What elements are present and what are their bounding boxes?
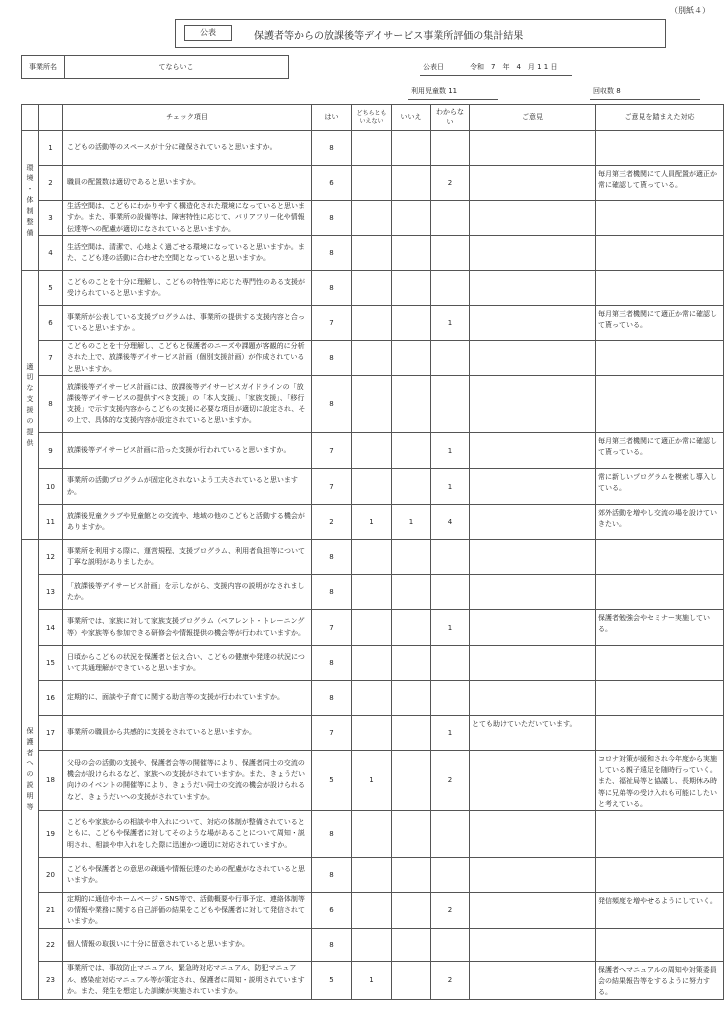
date-value: 令和 7 年 4 月 1 1 日 (470, 63, 558, 71)
opinion-text (470, 166, 596, 201)
opinion-text (470, 236, 596, 271)
answer-unknown (431, 928, 470, 961)
table-row (22, 857, 724, 892)
response-text (596, 540, 724, 575)
opinion-text (470, 751, 596, 811)
answer-yes: 8 (312, 201, 352, 236)
response-text (596, 646, 724, 681)
response-text (596, 928, 724, 961)
answer-neutral: 1 (352, 961, 392, 999)
row-number: 18 (39, 751, 63, 811)
header-yes: はい (312, 105, 352, 131)
answer-unknown (431, 646, 470, 681)
check-item-text: 「放課後等デイサービス計画」を示しながら、支援内容の説明がなされましたか。 (63, 575, 312, 610)
check-item-text: 事業所では、事故防止マニュアル、緊急時対応マニュアル、防犯マニュアル、感染症対応マニュアル等が策定され、保護者に周知・説明されていますか。また、発生を想定した訓練が実施されていますか。 (63, 961, 312, 999)
answer-neutral (352, 433, 392, 469)
table-row (22, 716, 724, 751)
answer-yes: 8 (312, 810, 352, 857)
answer-no (392, 646, 431, 681)
annex-label: （別紙４） (670, 6, 710, 15)
answer-unknown: 1 (431, 306, 470, 341)
answer-neutral (352, 575, 392, 610)
answer-unknown (431, 810, 470, 857)
answer-no (392, 433, 431, 469)
answer-unknown: 2 (431, 751, 470, 811)
answer-yes: 7 (312, 433, 352, 469)
opinion-text (470, 306, 596, 341)
opinion-text (470, 505, 596, 540)
answer-no (392, 341, 431, 376)
table-row (22, 469, 724, 505)
answer-yes: 8 (312, 341, 352, 376)
category-label: 保 護 者 へ の 説 明 等 (22, 540, 39, 1000)
office-label: 事業所名 (22, 56, 65, 78)
response-text (596, 341, 724, 376)
answer-yes: 6 (312, 892, 352, 928)
answer-no (392, 716, 431, 751)
answer-neutral (352, 716, 392, 751)
table-row (22, 610, 724, 646)
answer-no (392, 271, 431, 306)
answer-yes: 7 (312, 306, 352, 341)
check-item-text: 職員の配置数は適切であると思いますか。 (63, 166, 312, 201)
table-row (22, 540, 724, 575)
table-row (22, 575, 724, 610)
evaluation-table (21, 104, 724, 1000)
answer-no (392, 236, 431, 271)
answer-neutral (352, 681, 392, 716)
table-row (22, 892, 724, 928)
answer-yes: 2 (312, 505, 352, 540)
answer-yes: 7 (312, 716, 352, 751)
page-title: 保護者等からの放課後等デイサービス事業所評価の集計結果 (254, 31, 524, 42)
response-text: 常に新しいプログラムを模索し導入している。 (596, 469, 724, 505)
answer-no (392, 575, 431, 610)
opinion-text (470, 131, 596, 166)
answer-yes: 5 (312, 961, 352, 999)
row-number: 17 (39, 716, 63, 751)
answer-no (392, 857, 431, 892)
row-number: 10 (39, 469, 63, 505)
answer-neutral: 1 (352, 751, 392, 811)
check-item-text: こどものことを十分に理解し、こどもの特性等に応じた専門性のある支援が受けられていると思いますか。 (63, 271, 312, 306)
answer-neutral (352, 341, 392, 376)
response-text: 毎月第三者機関にて人員配置が適正か常に確認して貰っている。 (596, 166, 724, 201)
table-row (22, 201, 724, 236)
answer-no (392, 681, 431, 716)
row-number: 14 (39, 610, 63, 646)
table-row (22, 928, 724, 961)
table-row (22, 236, 724, 271)
row-number: 21 (39, 892, 63, 928)
response-text (596, 681, 724, 716)
row-number: 1 (39, 131, 63, 166)
table-row (22, 961, 724, 999)
row-number: 13 (39, 575, 63, 610)
table-row (22, 505, 724, 540)
answer-neutral (352, 610, 392, 646)
row-number: 12 (39, 540, 63, 575)
response-text (596, 810, 724, 857)
row-number: 22 (39, 928, 63, 961)
check-item-text: こどもや家族からの相談や申入れについて、対応の体制が整備されているとともに、こどもや保護者に対してそのような場があることについて周知・説明され、相談や申入れをした際に迅速かつ適切に対応されていますか。 (63, 810, 312, 857)
answer-no (392, 469, 431, 505)
answer-neutral (352, 810, 392, 857)
check-item-text: 個人情報の取扱いに十分に留意されていると思いますか。 (63, 928, 312, 961)
row-number: 16 (39, 681, 63, 716)
answer-yes: 6 (312, 166, 352, 201)
table-row (22, 271, 724, 306)
answer-neutral (352, 271, 392, 306)
answer-neutral (352, 166, 392, 201)
answer-unknown (431, 681, 470, 716)
response-text: 毎月第三者機関にて適正か常に確認して貰っている。 (596, 433, 724, 469)
answer-no (392, 928, 431, 961)
opinion-text (470, 857, 596, 892)
answer-yes: 8 (312, 681, 352, 716)
response-text (596, 131, 724, 166)
row-number: 8 (39, 376, 63, 433)
response-text: 保護者勉強会やセミナー実施している。 (596, 610, 724, 646)
table-row (22, 810, 724, 857)
answer-unknown (431, 236, 470, 271)
header-number (39, 105, 63, 131)
answer-unknown: 1 (431, 716, 470, 751)
answer-no (392, 961, 431, 999)
check-item-text: 事業所の活動プログラムが固定化されないよう工夫されていると思いますか。 (63, 469, 312, 505)
table-row (22, 681, 724, 716)
response-text: 保護者へマニュアルの周知や対策委員会の結果報告等をするように努力する。 (596, 961, 724, 999)
answer-neutral (352, 540, 392, 575)
table-row (22, 646, 724, 681)
opinion-text (470, 433, 596, 469)
answer-unknown (431, 857, 470, 892)
check-item-text: 定期的に、面談や子育てに関する助言等の支援が行われていますか。 (63, 681, 312, 716)
header-category (22, 105, 39, 131)
check-item-text: 放課後等デイサービス計画には、放課後等デイサービスガイドラインの「放課後等デイサービスの提供すべき支援」の「本人支援」、「家族支援」、「移行支援」で示す支援内容からこどもの支援に必要な項目が適切に設定され、その上で、具体的な支援内容が設定されていると思いますか。 (63, 376, 312, 433)
response-text: 発信頻度を増やせるようにしていく。 (596, 892, 724, 928)
row-number: 5 (39, 271, 63, 306)
category-label: 適 切 な 支 援 の 提 供 (22, 271, 39, 540)
answer-unknown (431, 271, 470, 306)
answer-unknown: 2 (431, 961, 470, 999)
answer-neutral (352, 376, 392, 433)
answer-unknown (431, 575, 470, 610)
answer-unknown (431, 341, 470, 376)
answer-unknown: 1 (431, 433, 470, 469)
answer-unknown (431, 131, 470, 166)
date-label: 公表日 (423, 63, 444, 71)
check-item-text: 事業所の職員から共感的に支援をされていると思いますか。 (63, 716, 312, 751)
returns-underline (590, 99, 700, 100)
response-text (596, 716, 724, 751)
table-row (22, 166, 724, 201)
returns-count: 回収数 8 (593, 87, 621, 95)
answer-yes: 8 (312, 540, 352, 575)
answer-no: 1 (392, 505, 431, 540)
opinion-text (470, 610, 596, 646)
response-text (596, 376, 724, 433)
row-number: 2 (39, 166, 63, 201)
row-number: 6 (39, 306, 63, 341)
opinion-text (470, 928, 596, 961)
answer-yes: 8 (312, 376, 352, 433)
check-item-text: こどもの活動等のスペースが十分に確保されていると思いますか。 (63, 131, 312, 166)
answer-neutral (352, 857, 392, 892)
answer-no (392, 166, 431, 201)
answer-neutral (352, 306, 392, 341)
check-item-text: 事業所が公表している支援プログラムは、事業所の提供する支援内容と合っていると思いますか 。 (63, 306, 312, 341)
answer-no (392, 306, 431, 341)
check-item-text: こどもや保護者との意思の疎通や情報伝達のための配慮がなされていると思いますか。 (63, 857, 312, 892)
opinion-text: とても助けていただいています。 (470, 716, 596, 751)
answer-yes: 5 (312, 751, 352, 811)
row-number: 19 (39, 810, 63, 857)
answer-no (392, 892, 431, 928)
answer-unknown: 2 (431, 166, 470, 201)
row-number: 9 (39, 433, 63, 469)
header-opinion: ご意見 (470, 105, 596, 131)
users-underline (408, 99, 498, 100)
opinion-text (470, 810, 596, 857)
opinion-text (470, 376, 596, 433)
table-row (22, 341, 724, 376)
check-item-text: こどものことを十分理解し、こどもと保護者のニーズや課題が客観的に分析された上で、放課後等デイサービス計画（個別支援計画）が作成されていると思いますか。 (63, 341, 312, 376)
answer-yes: 8 (312, 236, 352, 271)
answer-yes: 7 (312, 469, 352, 505)
check-item-text: 事業所では、家族に対して家族支援プログラム（ペアレント・トレーニング等）や家族等も参加できる研修会や情報提供の機会等が行われていますか。 (63, 610, 312, 646)
answer-unknown (431, 376, 470, 433)
opinion-text (470, 271, 596, 306)
date-underline (420, 75, 572, 76)
check-item-text: 放課後児童クラブや児童館との交流や、地域の他のこどもと活動する機会がありますか。 (63, 505, 312, 540)
opinion-text (470, 341, 596, 376)
header-check-item: チェック項目 (63, 105, 312, 131)
answer-neutral (352, 646, 392, 681)
publication-tag: 公表 (184, 25, 232, 41)
answer-no (392, 810, 431, 857)
opinion-text (470, 961, 596, 999)
response-text (596, 236, 724, 271)
header-row (22, 105, 724, 131)
table-row (22, 751, 724, 811)
row-number: 7 (39, 341, 63, 376)
response-text: 郊外活動を増やし交流の場を設けていきたい。 (596, 505, 724, 540)
opinion-text (470, 681, 596, 716)
answer-no (392, 610, 431, 646)
answer-neutral (352, 892, 392, 928)
table-row (22, 131, 724, 166)
answer-neutral (352, 469, 392, 505)
opinion-text (470, 201, 596, 236)
answer-no (392, 131, 431, 166)
answer-yes: 8 (312, 928, 352, 961)
row-number: 4 (39, 236, 63, 271)
answer-no (392, 201, 431, 236)
answer-yes: 7 (312, 610, 352, 646)
check-item-text: 生活空間は、こどもにわかりやすく構造化された環境になっていると思いますか。また、事業所の設備等は、障害特性に応じて、バリアフリー化や情報伝達等への配慮が適切になされていると思いますか。 (63, 201, 312, 236)
answer-yes: 8 (312, 646, 352, 681)
opinion-text (470, 469, 596, 505)
row-number: 3 (39, 201, 63, 236)
check-item-text: 放課後等デイサービス計画に沿った支援が行われていると思いますか。 (63, 433, 312, 469)
check-item-text: 日頃からこどもの状況を保護者と伝え合い、こどもの健康や発達の状況について共通理解ができていると思いますか。 (63, 646, 312, 681)
check-item-text: 事業所を利用する際に、運営規程、支援プログラム、利用者負担等について丁寧な説明がありましたか。 (63, 540, 312, 575)
check-item-text: 生活空間は、清潔で、心地よく過ごせる環境になっていると思いますか。また、こども達の活動に合わせた空間となっていると思いますか。 (63, 236, 312, 271)
answer-unknown: 4 (431, 505, 470, 540)
office-box (21, 55, 289, 79)
answer-unknown (431, 201, 470, 236)
opinion-text (470, 646, 596, 681)
answer-yes: 8 (312, 131, 352, 166)
table-row (22, 306, 724, 341)
response-text: 毎月第三者機関にて適正か常に確認して貰っている。 (596, 306, 724, 341)
header-no: いいえ (392, 105, 431, 131)
answer-no (392, 751, 431, 811)
answer-unknown: 2 (431, 892, 470, 928)
answer-neutral (352, 928, 392, 961)
response-text (596, 575, 724, 610)
response-text (596, 857, 724, 892)
users-count: 利用児童数 11 (411, 87, 458, 95)
answer-neutral (352, 201, 392, 236)
header-neutral: どちらとも いえない (352, 105, 392, 131)
opinion-text (470, 575, 596, 610)
answer-neutral: 1 (352, 505, 392, 540)
response-text: コロナ対策が緩和され今年度から実施している親子遠足を随時行っていく。 また、福祉局等と協議し、長期休み時等に兄弟等の受け入れも可能にしたいと考えている。 (596, 751, 724, 811)
row-number: 20 (39, 857, 63, 892)
answer-yes: 8 (312, 575, 352, 610)
response-text (596, 271, 724, 306)
answer-no (392, 376, 431, 433)
answer-no (392, 540, 431, 575)
category-label: 環 境 ・ 体 制 整 備 (22, 131, 39, 271)
row-number: 15 (39, 646, 63, 681)
check-item-text: 父母の会の活動の支援や、保護者会等の開催等により、保護者同士の交流の機会が設けられるなど、家族への支援がされていますか。また、きょうだい向けのイベントの開催等により、きょうだい同士の交流の機会が設けられるなど、きょうだいへの支援がされていますか。 (63, 751, 312, 811)
office-name: てならいこ (158, 63, 194, 71)
header-response: ご意見を踏まえた対応 (596, 105, 724, 131)
table-row (22, 376, 724, 433)
table-row (22, 433, 724, 469)
response-text (596, 201, 724, 236)
answer-unknown: 1 (431, 610, 470, 646)
title-box (175, 19, 666, 48)
row-number: 11 (39, 505, 63, 540)
row-number: 23 (39, 961, 63, 999)
answer-yes: 8 (312, 271, 352, 306)
opinion-text (470, 540, 596, 575)
answer-neutral (352, 236, 392, 271)
answer-yes: 8 (312, 857, 352, 892)
answer-unknown (431, 540, 470, 575)
answer-unknown: 1 (431, 469, 470, 505)
check-item-text: 定期的に通信やホームページ・SNS等で、活動概要や行事予定、連絡体制等の情報や業務に関する自己評価の結果をこどもや保護者に対して発信されていますか。 (63, 892, 312, 928)
header-unknown: わからない (431, 105, 470, 131)
answer-neutral (352, 131, 392, 166)
opinion-text (470, 892, 596, 928)
